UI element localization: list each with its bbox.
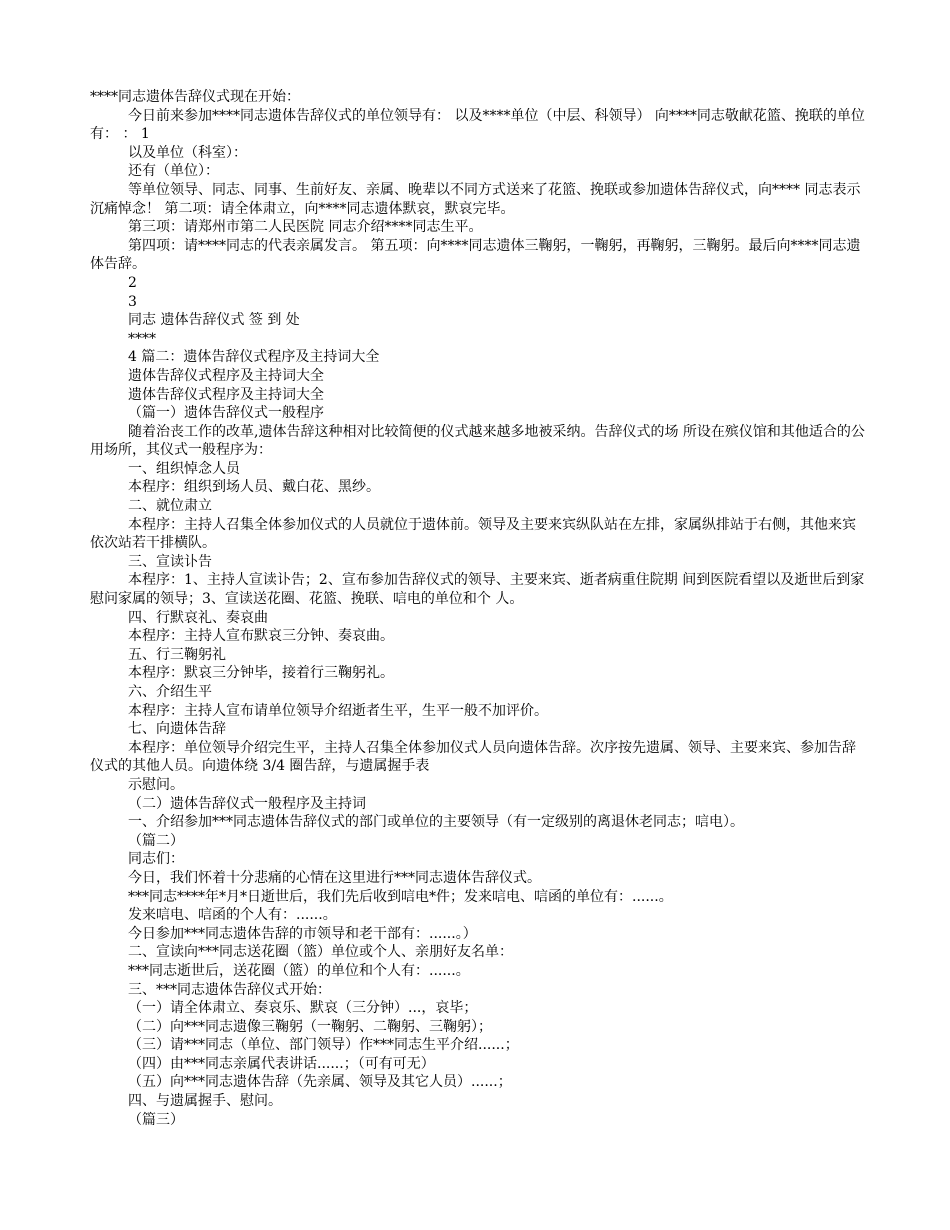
text-line: 发来唁电、唁函的个人有：......。 [128,907,337,924]
text-line: 六、介绍生平 [128,684,212,700]
text-line: 本程序：主持人宣布默哀三分钟、奏哀曲。 [128,628,394,645]
text-line: 本程序：主持人宣布请单位领导介绍逝者生平，生平一般不加评价。 [128,702,548,719]
text-line: 三、宣读讣告 [128,553,212,570]
text-line: 二、就位肃立 [128,498,212,515]
text-line: （二）遗体告辞仪式一般程序及主持词 [128,795,366,812]
text-line: （三）请***同志（单位、部门领导）作***同志生平介绍......； [128,1037,519,1054]
text-line: 五、行三鞠躬礼 [128,646,226,663]
text-line: 4 篇二：遗体告辞仪式程序及主持词大全 [128,349,380,366]
text-line: （篇二） [128,832,184,849]
text-line: 同志 遗体告辞仪式 签 到 处 [128,312,300,329]
text-line: 三、***同志遗体告辞仪式开始： [128,981,331,998]
text-line: 3 [128,293,137,310]
text-line: 本程序：组织到场人员、戴白花、黑纱。 [128,479,380,496]
text-line: 四、与遗属握手、慰问。 [128,1093,282,1110]
text-line: 第三项：请郑州市第二人民医院 同志介绍****同志生平。 [128,219,483,236]
text-line: 今日参加***同志遗体告辞的市领导和老干部有：......。） [128,925,477,942]
text-line: 还有（单位）： [128,163,219,180]
text-line: ***同志逝世后，送花圈（篮）的单位和个人有：......。 [128,962,470,979]
text-line: 七、向遗体告辞 [128,721,226,738]
text-line: 本程序：主持人召集全体参加仪式的人员就位于遗体前。领导及主要来宾纵队站在左排，家属纵排站于右侧，其他来宾依次站若干排横队。 [90,516,856,552]
text-line: ****同志遗体告辞仪式现在开始： [90,89,300,105]
text-line: 一、组织悼念人员 [128,460,240,477]
text-line: 遗体告辞仪式程序及主持词大全 [128,386,324,403]
text-line: 四、行默哀礼、奏哀曲 [128,609,268,626]
text-line: 随着治丧工作的改革,遗体告辞这种相对比较简便的仪式越来越多地被采纳。告辞仪式的场 所设在殡仪馆和其他适合的公用场所，其仪式一般程序为： [90,423,865,459]
text-line: （篇一）遗体告辞仪式一般程序 [128,405,324,422]
text-line: 2 [128,274,137,291]
text-line: 今日，我们怀着十分悲痛的心情在这里进行***同志遗体告辞仪式。 [128,869,541,886]
text-line: 本程序：1、主持人宣读讣告；2、宣布参加告辞仪式的领导、主要来宾、逝者病重住院期 间到医院看望以及逝世后到家慰问家属的领导；3、宣读送花圈、花篮、挽联、唁电的单位和个 人。 [90,572,865,608]
text-line: （一）请全体肃立、奏哀乐、默哀（三分钟）...，哀毕； [128,1000,478,1017]
document-body [90,88,865,1129]
text-line: 以及单位（科室）： [128,144,247,161]
text-line: 等单位领导、同志、同事、生前好友、亲属、晚辈以不同方式送来了花篮、挽联或参加遗体告辞仪式，向**** 同志表示沉痛悼念！ 第二项：请全体肃立，向****同志遗体默哀，默哀完毕。 [90,181,861,217]
text-line: **** [128,330,156,347]
text-line: （二）向***同志遗像三鞠躬（一鞠躬、二鞠躬、三鞠躬）； [128,1018,492,1035]
text-line: （五）向***同志遗体告辞（先亲属、领导及其它人员）......； [128,1074,512,1091]
text-line: 二、宣读向***同志送花圈（篮）单位或个人、亲朋好友名单： [128,944,513,961]
text-line: 第四项：请****同志的代表亲属发言。 第五项：向****同志遗体三鞠躬，一鞠躬，再鞠躬，三鞠躬。最后向****同志遗体告辞。 [90,237,861,273]
text-line: 本程序：单位领导介绍完生平，主持人召集全体参加仪式人员向遗体告辞。次序按先遗属、领导、主要来宾、参加告辞仪式的其他人员。向遗体绕 3/4 圈告辞，与遗属握手表 [90,739,856,775]
text-line: 遗体告辞仪式程序及主持词大全 [128,367,324,384]
text-line: 一、介绍参加***同志遗体告辞仪式的部门或单位的主要领导（有一定级别的离退休老同志；唁电）。 [128,814,744,831]
text-line: 本程序：默哀三分钟毕，接着行三鞠躬礼。 [128,665,394,682]
text-line: ***同志****年*月*日逝世后，我们先后收到唁电*件；发来唁电、唁函的单位有：......。 [128,888,673,905]
text-line: 今日前来参加****同志遗体告辞仪式的单位领导有： 以及****单位（中层、科领导） 向****同志敬献花篮、挽联的单位有： ： 1 [90,107,865,143]
text-line: （四）由***同志亲属代表讲话......；（可有可无） [128,1055,435,1072]
text-line: 示慰问。 [128,776,184,793]
text-line: 同志们： [128,851,184,868]
text-line: （篇三） [128,1111,184,1128]
